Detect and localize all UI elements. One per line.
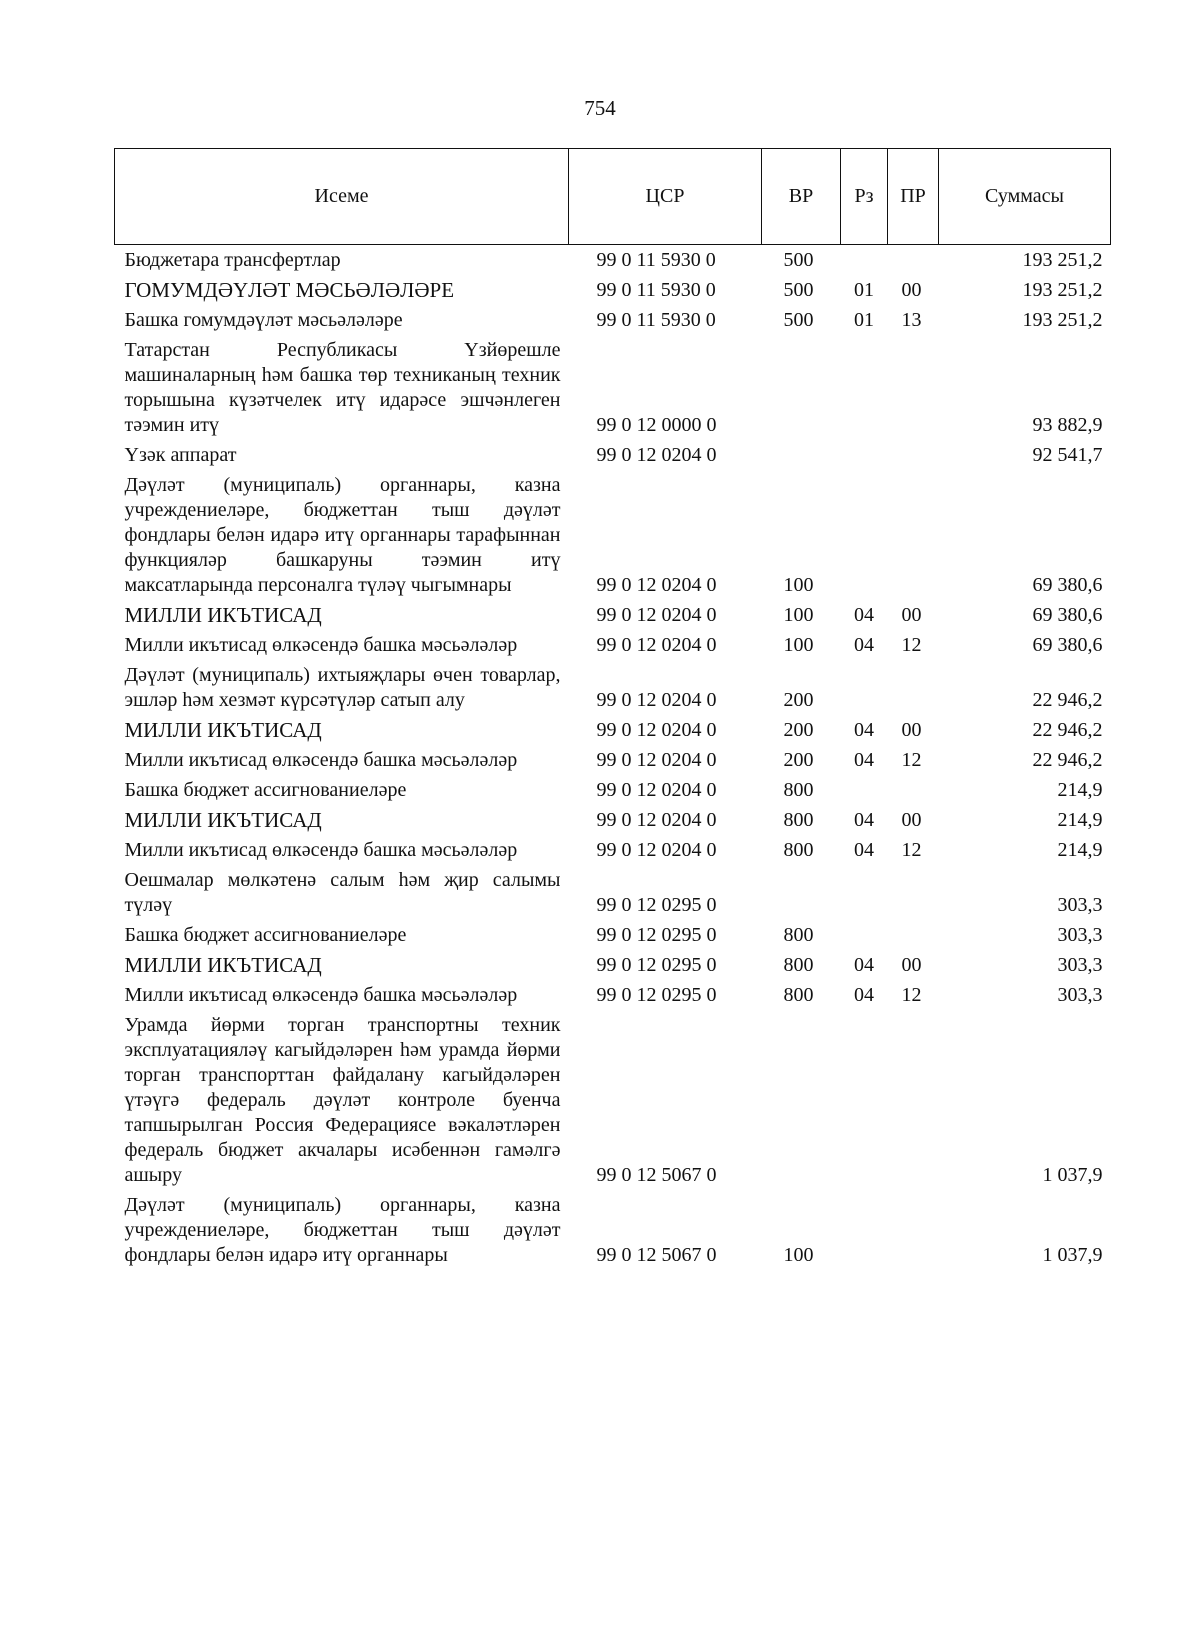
table-row: [115, 835, 1111, 865]
cell-vr: [762, 440, 841, 470]
cell-rz: [841, 470, 888, 600]
cell-name: Урамда йөрми торган транспортны техник эксплуатацияләү кагыйдәләрен һәм урамда йөрми торган транспорттан файдалану кагыйдәләрен үтәүгә федераль дәүләт контроле буенча тапшырылган Россия Федерациясе вәкаләтләрен федераль бюджет акчалары исәбеннән гамәлгә ашыру: [124, 1014, 561, 1186]
cell-sum: 69 380,6: [1032, 604, 1103, 626]
cell-pr: 13: [901, 309, 922, 331]
cell-rz: 01: [854, 279, 874, 301]
cell-pr: [888, 335, 939, 440]
table-row: [115, 470, 1111, 600]
cell-sum: 1 037,9: [1042, 1244, 1103, 1266]
cell-name: Башка бюджет ассигнованиеләре: [124, 779, 407, 801]
table-row: [115, 745, 1111, 775]
cell-rz: 01: [854, 309, 874, 331]
cell-name: Башка гомумдәүләт мәсьәләләре: [124, 309, 403, 331]
cell-csr: 99 0 12 0204 0: [596, 719, 717, 741]
table-row: [115, 775, 1111, 805]
cell-csr: 99 0 12 0295 0: [596, 894, 717, 916]
table-row: [115, 440, 1111, 470]
cell-name: ГОМУМДӘҮЛӘТ МӘСЬӘЛӘЛӘРЕ: [124, 278, 455, 302]
cell-name: Милли икътисад өлкәсендә башка мәсьәләләр: [124, 749, 518, 771]
cell-sum: 69 380,6: [1032, 634, 1103, 656]
cell-vr: 200: [783, 749, 814, 771]
cell-rz: 04: [854, 634, 874, 656]
cell-sum: 193 251,2: [1022, 249, 1103, 271]
table-row: [115, 630, 1111, 660]
cell-pr: 00: [901, 604, 922, 626]
cell-rz: [841, 1010, 888, 1190]
cell-pr: 00: [901, 809, 922, 831]
cell-sum: 69 380,6: [1032, 574, 1103, 596]
cell-name: МИЛЛИ ИКЪТИСАД: [124, 603, 322, 627]
cell-csr: 99 0 12 5067 0: [596, 1164, 717, 1186]
cell-pr: 00: [901, 954, 922, 976]
cell-csr: 99 0 11 5930 0: [596, 249, 716, 271]
cell-csr: 99 0 11 5930 0: [596, 279, 716, 301]
table-row: [115, 275, 1111, 305]
cell-csr: 99 0 12 0204 0: [596, 749, 717, 771]
cell-rz: 04: [854, 749, 874, 771]
cell-csr: 99 0 12 0295 0: [596, 954, 717, 976]
cell-name: Бюджетара трансфертлар: [124, 249, 341, 271]
cell-rz: [841, 335, 888, 440]
header-name: Исеме: [115, 149, 569, 245]
cell-pr: [888, 660, 939, 715]
table-row: [115, 950, 1111, 980]
cell-name: Дәүләт (муниципаль) органнары, казна учреждениеләре, бюджеттан тыш дәүләт фондлары белән идарә итү органнары: [124, 1194, 561, 1266]
cell-name: Милли икътисад өлкәсендә башка мәсьәләләр: [124, 634, 518, 656]
cell-rz: 04: [854, 604, 874, 626]
table-row: [115, 805, 1111, 835]
cell-rz: 04: [854, 954, 874, 976]
table-row: [115, 715, 1111, 745]
cell-rz: 04: [854, 984, 874, 1006]
table-body: [115, 245, 1111, 1271]
cell-name: Дәүләт (муниципаль) ихтыяҗлары өчен товарлар, эшләр һәм хезмәт күрсәтүләр сатып алу: [124, 664, 561, 711]
cell-sum: 93 882,9: [1032, 414, 1103, 436]
cell-sum: 214,9: [1057, 839, 1103, 861]
cell-pr: [888, 440, 939, 470]
cell-name: Татарстан Республикасы Үзйөрешле машиналарның һәм башка төр техниканың техник торышына күзәтчелек итү идарәсе эшчәнлеген тәэмин итү: [124, 339, 561, 436]
cell-rz: [841, 440, 888, 470]
cell-name: Башка бюджет ассигнованиеләре: [124, 924, 407, 946]
cell-csr: 99 0 12 0204 0: [596, 689, 717, 711]
cell-vr: [762, 865, 841, 920]
cell-sum: 193 251,2: [1022, 309, 1103, 331]
cell-rz: [841, 865, 888, 920]
cell-pr: 00: [901, 719, 922, 741]
cell-pr: [888, 920, 939, 950]
header-pr: ПР: [888, 149, 939, 245]
cell-name: Үзәк аппарат: [124, 444, 237, 466]
cell-vr: 200: [783, 719, 814, 741]
cell-vr: 800: [783, 809, 814, 831]
cell-pr: [888, 470, 939, 600]
table-row: [115, 1190, 1111, 1270]
cell-rz: [841, 245, 888, 276]
cell-sum: 1 037,9: [1042, 1164, 1103, 1186]
cell-csr: 99 0 12 0204 0: [596, 574, 717, 596]
header-vr: ВР: [762, 149, 841, 245]
table-header: [115, 149, 1111, 245]
cell-csr: 99 0 12 0204 0: [596, 604, 717, 626]
cell-rz: 04: [854, 719, 874, 741]
cell-name: МИЛЛИ ИКЪТИСАД: [124, 718, 322, 742]
cell-sum: 303,3: [1057, 954, 1103, 976]
cell-pr: [888, 1190, 939, 1270]
cell-name: МИЛЛИ ИКЪТИСАД: [124, 953, 322, 977]
cell-pr: 12: [901, 839, 922, 861]
cell-pr: [888, 865, 939, 920]
cell-vr: 800: [783, 779, 814, 801]
cell-pr: [888, 775, 939, 805]
cell-csr: 99 0 12 0204 0: [596, 634, 717, 656]
cell-vr: 500: [783, 279, 814, 301]
cell-sum: 303,3: [1057, 984, 1103, 1006]
cell-name: Милли икътисад өлкәсендә башка мәсьәләләр: [124, 839, 518, 861]
cell-vr: 800: [783, 839, 814, 861]
table-row: [115, 305, 1111, 335]
cell-sum: 214,9: [1057, 779, 1103, 801]
table-row: [115, 865, 1111, 920]
cell-pr: 12: [901, 749, 922, 771]
cell-vr: 500: [783, 309, 814, 331]
header-csr: ЦСР: [569, 149, 762, 245]
table-row: [115, 660, 1111, 715]
cell-sum: 22 946,2: [1032, 689, 1103, 711]
cell-name: Оешмалар мөлкәтенә салым һәм җир салымы түләү: [124, 869, 561, 916]
table-row: [115, 920, 1111, 950]
cell-vr: [762, 1010, 841, 1190]
cell-pr: 00: [901, 279, 922, 301]
cell-csr: 99 0 12 0204 0: [596, 839, 717, 861]
cell-rz: [841, 775, 888, 805]
cell-csr: 99 0 12 0204 0: [596, 809, 717, 831]
cell-pr: 12: [901, 634, 922, 656]
table-row: [115, 600, 1111, 630]
cell-sum: 22 946,2: [1032, 719, 1103, 741]
cell-csr: 99 0 11 5930 0: [596, 309, 716, 331]
cell-vr: 800: [783, 954, 814, 976]
budget-table: [114, 148, 1111, 1270]
cell-name: Милли икътисад өлкәсендә башка мәсьәләләр: [124, 984, 518, 1006]
cell-csr: 99 0 12 0000 0: [596, 414, 717, 436]
table-row: [115, 980, 1111, 1010]
cell-vr: 100: [783, 1244, 814, 1266]
cell-csr: 99 0 12 0295 0: [596, 924, 717, 946]
table-row: [115, 335, 1111, 440]
cell-name: МИЛЛИ ИКЪТИСАД: [124, 808, 322, 832]
cell-vr: 100: [783, 634, 814, 656]
header-sum: Суммасы: [939, 149, 1111, 245]
cell-rz: 04: [854, 839, 874, 861]
cell-vr: [762, 335, 841, 440]
cell-vr: 200: [783, 689, 814, 711]
header-rz: Рз: [841, 149, 888, 245]
table-row: [115, 245, 1111, 276]
cell-rz: [841, 660, 888, 715]
cell-rz: [841, 920, 888, 950]
cell-pr: [888, 1010, 939, 1190]
cell-rz: [841, 1190, 888, 1270]
cell-pr: 12: [901, 984, 922, 1006]
cell-sum: 92 541,7: [1032, 444, 1103, 466]
cell-csr: 99 0 12 5067 0: [596, 1244, 717, 1266]
cell-name: Дәүләт (муниципаль) органнары, казна учреждениеләре, бюджеттан тыш дәүләт фондлары белән идарә итү органнары тарафыннан функцияләр башкаруны тәэмин итү максатларында персоналга түләү чыгымнары: [124, 474, 561, 596]
cell-sum: 193 251,2: [1022, 279, 1103, 301]
cell-vr: 800: [783, 984, 814, 1006]
cell-sum: 303,3: [1057, 894, 1103, 916]
cell-csr: 99 0 12 0204 0: [596, 444, 717, 466]
cell-csr: 99 0 12 0204 0: [596, 779, 717, 801]
cell-sum: 303,3: [1057, 924, 1103, 946]
cell-vr: 500: [783, 249, 814, 271]
cell-vr: 800: [783, 924, 814, 946]
cell-vr: 100: [783, 604, 814, 626]
cell-sum: 22 946,2: [1032, 749, 1103, 771]
table-row: [115, 1010, 1111, 1190]
cell-csr: 99 0 12 0295 0: [596, 984, 717, 1006]
cell-sum: 214,9: [1057, 809, 1103, 831]
page-number: 754: [584, 96, 616, 120]
cell-rz: 04: [854, 809, 874, 831]
cell-pr: [888, 245, 939, 276]
cell-vr: 100: [783, 574, 814, 596]
